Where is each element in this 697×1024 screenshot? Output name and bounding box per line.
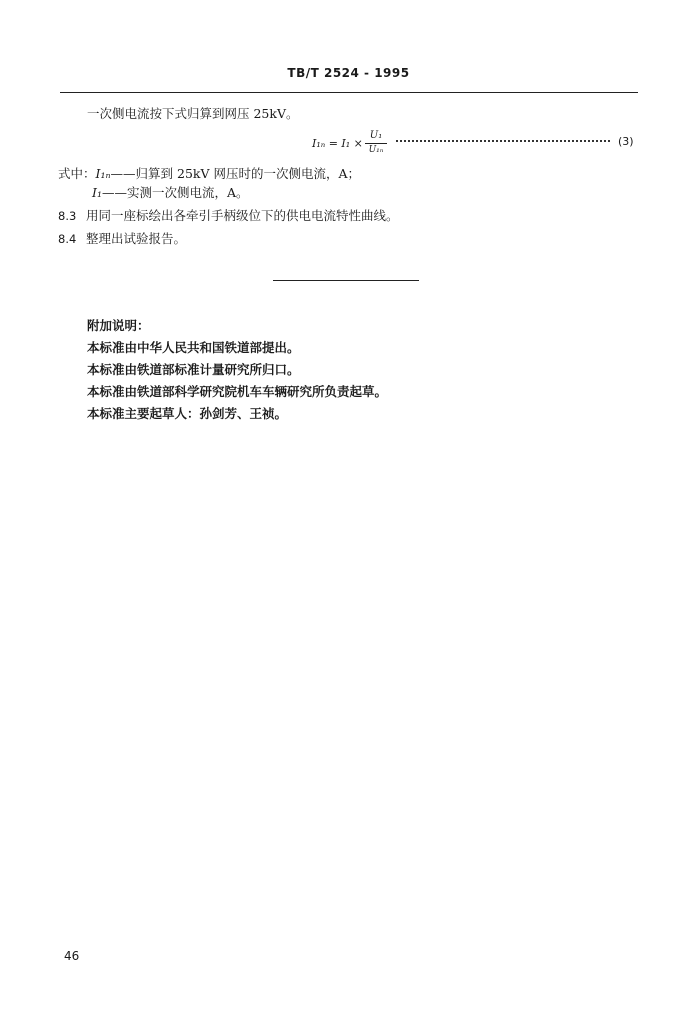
fraction-bar	[365, 143, 387, 144]
equation-denominator: U₁ₙ	[368, 145, 384, 155]
where-item-1	[58, 166, 360, 182]
equation-numerator: U₁	[369, 130, 383, 141]
where-description: ——归算到 25kV 网压时的一次侧电流，A；	[110, 166, 361, 181]
where-description: ——实测一次侧电流，A。	[101, 185, 249, 200]
section-number: 8.3	[58, 209, 77, 223]
equation-lhs: I₁ₙ = I₁ ×	[312, 137, 363, 150]
where-symbol: I₁	[92, 185, 102, 200]
equation-fraction	[365, 130, 387, 156]
section-8-3	[58, 208, 399, 224]
note-item: 本标准由铁道部标准计量研究所归口。	[87, 362, 300, 377]
section-text: 整理出试验报告。	[86, 231, 187, 246]
end-of-text-rule	[273, 280, 419, 281]
standard-code-header: TB/T 2524 - 1995	[287, 66, 410, 80]
section-text: 用同一座标绘出各牵引手柄级位下的供电电流特性曲线。	[86, 208, 399, 223]
notes-title: 附加说明：	[87, 318, 150, 333]
note-item: 本标准由中华人民共和国铁道部提出。	[87, 340, 300, 355]
where-prefix: 式中：	[58, 166, 96, 181]
equation-3	[312, 130, 642, 160]
equation-number: (3)	[618, 135, 634, 148]
intro-paragraph: 一次侧电流按下式归算到网压 25kV。	[87, 106, 299, 121]
page-number: 46	[64, 949, 80, 963]
where-item-2	[92, 185, 248, 201]
where-symbol: I₁ₙ	[95, 166, 111, 181]
header-rule	[60, 92, 638, 93]
note-item: 本标准由铁道部科学研究院机车车辆研究所负责起草。	[87, 384, 388, 399]
note-item: 本标准主要起草人：孙剑芳、王祯。	[87, 406, 288, 421]
section-number: 8.4	[58, 232, 77, 246]
section-8-4	[58, 231, 186, 247]
dot-leader	[396, 140, 610, 142]
